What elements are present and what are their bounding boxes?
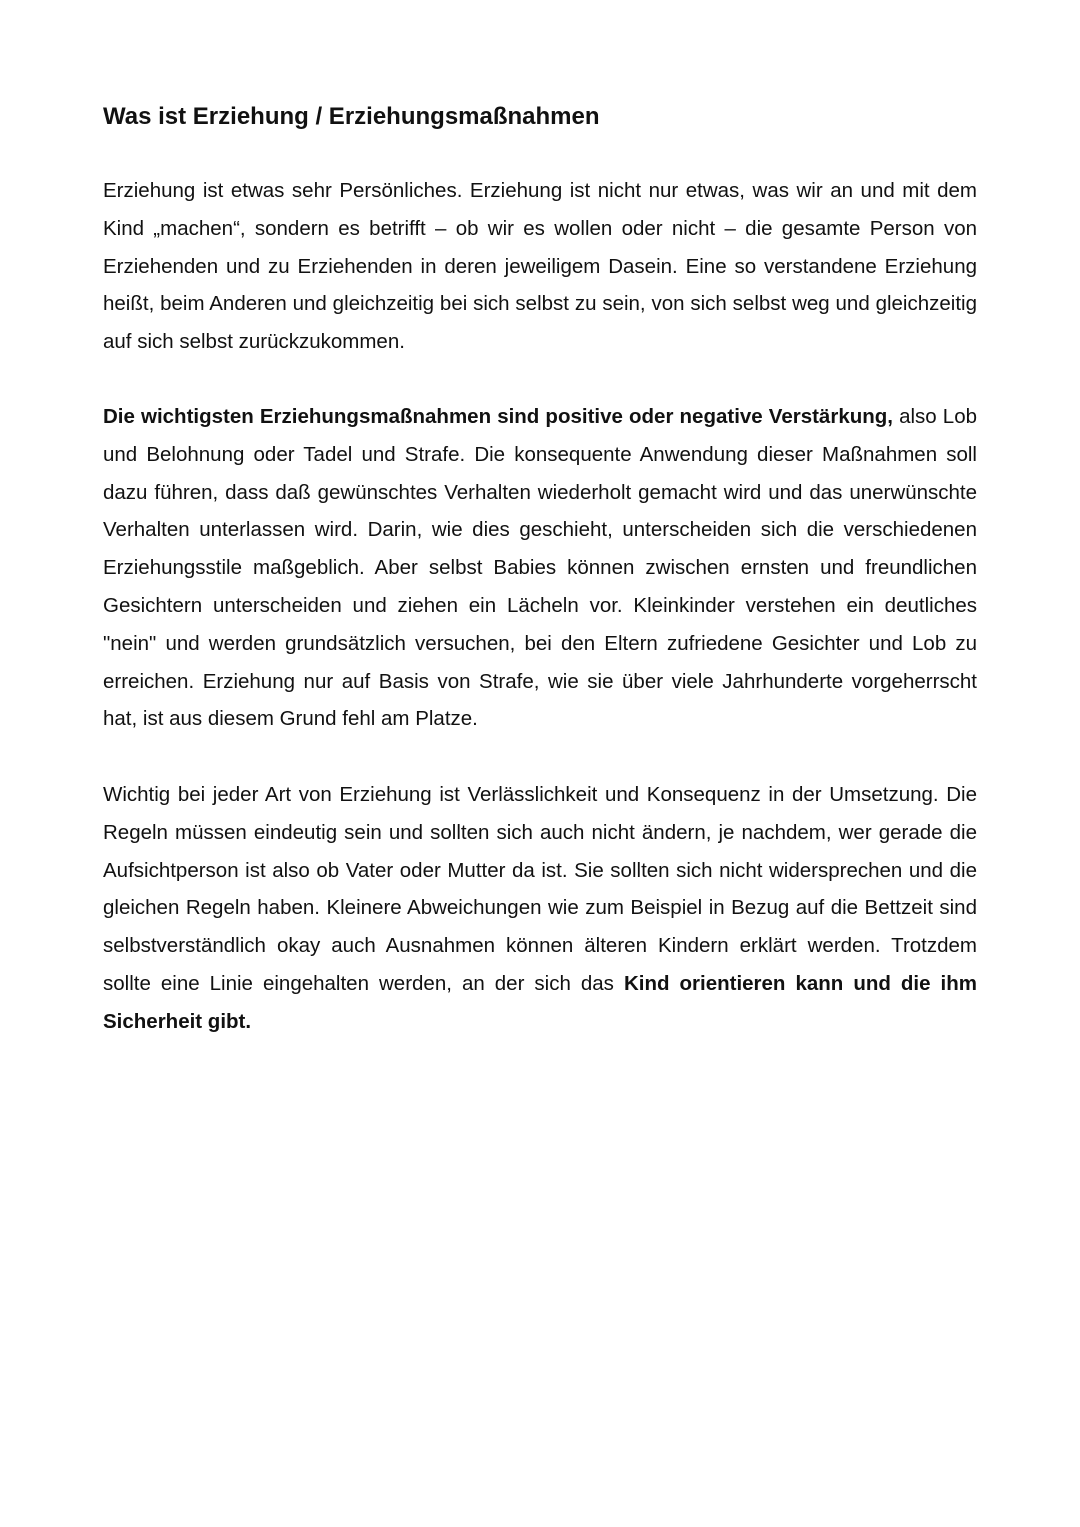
paragraph-measures <box>103 398 977 738</box>
paragraph-consistency-body: Wichtig bei jeder Art von Erziehung ist Verlässlichkeit und Konsequenz in der Umsetzung. Die Regeln müssen eindeutig sein und sollten sich auch nicht ändern, je nachdem, wer gerade die Aufsichtperson ist also ob Vater oder Mutter da ist. Sie sollten sich nicht widersprechen und die gleichen Regeln haben. Kleinere Abweichungen wie zum Beispiel in Bezug auf die Bettzeit sind selbstverständlich okay auch Ausnahmen können älteren Kindern erklärt werden. Trotzdem sollte eine Linie eingehalten werden, an der sich das <box>103 783 977 995</box>
paragraph-measures-bold-lead: Die wichtigsten Erziehungsmaßnahmen sind positive oder negative Verstärkung, <box>103 405 893 428</box>
paragraph-consistency <box>103 776 977 1041</box>
paragraph-intro: Erziehung ist etwas sehr Persönliches. Erziehung ist nicht nur etwas, was wir an und mit dem Kind „machen“, sondern es betrifft – ob wir es wollen oder nicht – die gesamte Person von Erziehenden und zu Erziehenden in deren jeweiligem Dasein. Eine so verstandene Erziehung heißt, beim Anderen und gleichzeitig bei sich selbst zu sein, von sich selbst weg und gleichzeitig auf sich selbst zurückzukommen. <box>103 179 977 354</box>
paragraph-measures-body: also Lob und Belohnung oder Tadel und Strafe. Die konsequente Anwendung dieser Maßnahmen soll dazu führen, dass daß gewünschtes Verhalten wiederholt gemacht wird und das unerwünschte Verhalten unterlassen wird. Darin, wie dies geschieht, unterscheiden sich die verschiedenen Erziehungsstile maßgeblich. Aber selbst Babies können zwischen ernsten und freundlichen Gesichtern unterscheiden und ziehen ein Lächeln vor. Kleinkinder verstehen ein deutliches "nein" und werden grundsätzlich versuchen, bei den Eltern zufriedene Gesichter und Lob zu erreichen. Erziehung nur auf Basis von Strafe, wie sie über viele Jahrhunderte vorgeherrscht hat, ist aus diesem Grund fehl am Platze. <box>103 405 977 731</box>
paragraph-consistency-bold-end: Kind orientieren kann und die ihm Sicherheit gibt. <box>103 971 977 1033</box>
document-title: Was ist Erziehung / Erziehungsmaßnahmen <box>103 103 600 130</box>
